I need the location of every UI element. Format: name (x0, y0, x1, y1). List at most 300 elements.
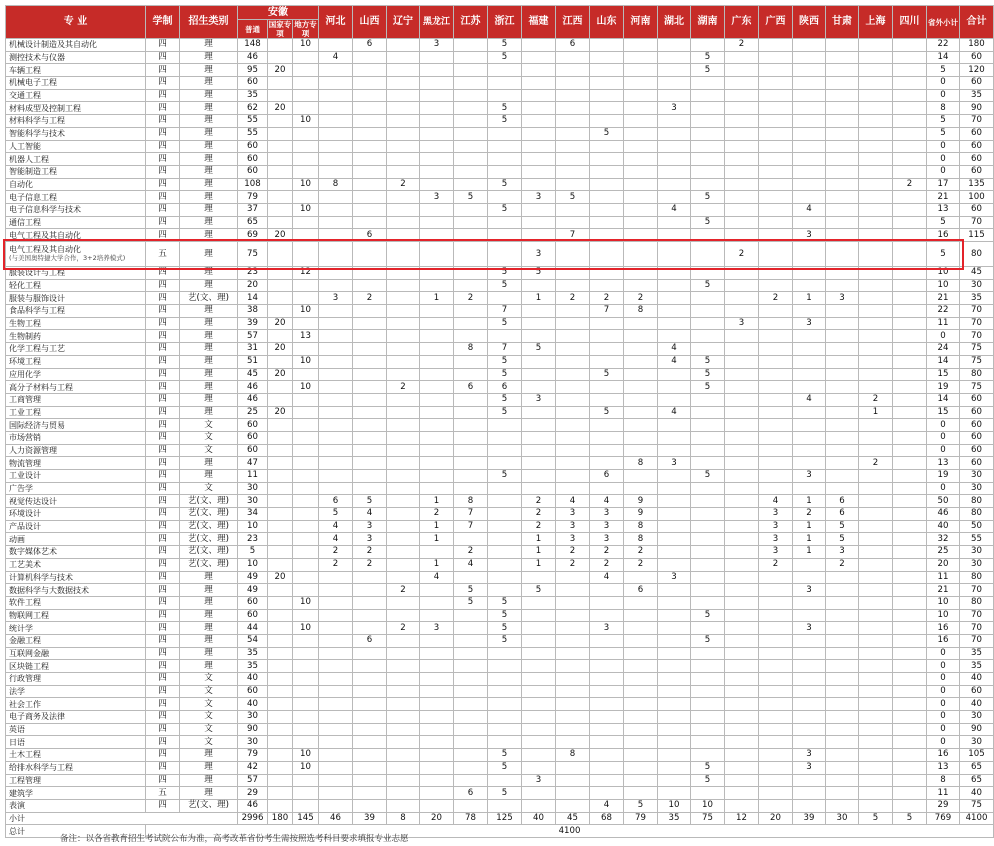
data-cell (691, 546, 725, 559)
data-cell (319, 609, 353, 622)
data-cell (624, 140, 658, 153)
table-row (6, 39, 994, 52)
data-cell (725, 77, 759, 90)
data-cell (488, 546, 522, 559)
data-cell: 理 (180, 406, 238, 419)
data-cell (293, 368, 319, 381)
data-cell (759, 774, 793, 787)
data-cell (556, 216, 590, 229)
data-cell (420, 330, 454, 343)
data-cell: 69 (238, 229, 268, 242)
data-cell: 60 (960, 406, 994, 419)
data-cell (590, 115, 624, 128)
header-province-hunan: 湖南 (691, 6, 725, 39)
data-cell (893, 634, 927, 647)
data-cell (420, 444, 454, 457)
data-cell: 5 (488, 267, 522, 280)
table-row (6, 153, 994, 166)
subtotal-cell: 30 (826, 812, 859, 825)
header-province-henan: 河南 (624, 6, 658, 39)
data-cell (590, 267, 624, 280)
data-cell (859, 444, 893, 457)
data-cell (691, 89, 725, 102)
data-cell (556, 127, 590, 140)
data-cell: 理 (180, 203, 238, 216)
data-cell: 13 (927, 761, 960, 774)
data-cell (893, 749, 927, 762)
data-cell (893, 609, 927, 622)
data-cell (268, 279, 293, 292)
table-row (6, 457, 994, 470)
data-cell (725, 444, 759, 457)
data-cell (658, 292, 691, 305)
data-cell (268, 203, 293, 216)
data-cell: 四 (146, 584, 180, 597)
data-cell (624, 609, 658, 622)
data-cell: 22 (927, 305, 960, 318)
major-name-cell: 建筑学 (6, 787, 146, 800)
data-cell (268, 77, 293, 90)
data-cell: 四 (146, 774, 180, 787)
data-cell (353, 115, 387, 128)
major-name-cell: 机械电子工程 (6, 77, 146, 90)
data-cell (893, 520, 927, 533)
data-cell (488, 431, 522, 444)
table-row (6, 787, 994, 800)
data-cell: 2 (759, 558, 793, 571)
data-cell: 10 (293, 355, 319, 368)
data-cell (658, 495, 691, 508)
data-cell (691, 444, 725, 457)
data-cell: 70 (960, 305, 994, 318)
data-cell (590, 609, 624, 622)
data-cell (454, 723, 488, 736)
data-cell (522, 647, 556, 660)
data-cell (293, 292, 319, 305)
data-cell (759, 482, 793, 495)
data-cell (293, 571, 319, 584)
data-cell (293, 140, 319, 153)
data-cell (319, 77, 353, 90)
table-row (6, 419, 994, 432)
data-cell (826, 698, 859, 711)
data-cell (624, 203, 658, 216)
data-cell: 70 (960, 622, 994, 635)
data-cell: 20 (927, 558, 960, 571)
data-cell: 3 (590, 508, 624, 521)
data-cell (522, 165, 556, 178)
data-cell (387, 127, 420, 140)
data-cell (556, 368, 590, 381)
data-cell: 1 (420, 292, 454, 305)
data-cell (293, 660, 319, 673)
data-cell: 3 (759, 533, 793, 546)
data-cell (387, 64, 420, 77)
data-cell (725, 89, 759, 102)
data-cell: 2 (387, 178, 420, 191)
data-cell (590, 673, 624, 686)
data-cell (522, 596, 556, 609)
data-cell (319, 115, 353, 128)
data-cell (454, 609, 488, 622)
data-cell (658, 584, 691, 597)
data-cell (590, 749, 624, 762)
data-cell: 四 (146, 381, 180, 394)
data-cell (759, 89, 793, 102)
data-cell: 11 (238, 470, 268, 483)
data-cell (893, 203, 927, 216)
data-cell (454, 736, 488, 749)
data-cell (893, 799, 927, 812)
data-cell: 2 (624, 292, 658, 305)
data-cell (488, 673, 522, 686)
data-cell (859, 609, 893, 622)
data-cell (488, 508, 522, 521)
data-cell: 8 (927, 102, 960, 115)
data-cell (556, 584, 590, 597)
data-cell (759, 457, 793, 470)
data-cell (420, 77, 454, 90)
data-cell (759, 609, 793, 622)
data-cell (658, 673, 691, 686)
data-cell (859, 343, 893, 356)
data-cell: 四 (146, 736, 180, 749)
data-cell: 艺(文、理) (180, 520, 238, 533)
data-cell (353, 660, 387, 673)
data-cell (454, 634, 488, 647)
data-cell (522, 317, 556, 330)
data-cell (793, 482, 826, 495)
data-cell (725, 115, 759, 128)
data-cell: 30 (960, 279, 994, 292)
data-cell (725, 393, 759, 406)
data-cell: 60 (238, 153, 268, 166)
data-cell (759, 203, 793, 216)
data-cell: 0 (927, 647, 960, 660)
data-cell (268, 799, 293, 812)
data-cell (826, 89, 859, 102)
table-row (6, 609, 994, 622)
data-cell: 37 (238, 203, 268, 216)
data-cell (826, 444, 859, 457)
data-cell: 8 (556, 749, 590, 762)
data-cell: 理 (180, 279, 238, 292)
data-cell (658, 39, 691, 52)
data-cell: 5 (691, 381, 725, 394)
data-cell: 4 (658, 343, 691, 356)
data-cell (725, 330, 759, 343)
data-cell (522, 127, 556, 140)
data-cell (454, 89, 488, 102)
data-cell (658, 736, 691, 749)
data-cell (488, 799, 522, 812)
data-cell: 65 (960, 761, 994, 774)
data-cell (893, 343, 927, 356)
data-cell (658, 482, 691, 495)
data-cell: 30 (960, 711, 994, 724)
major-name-cell: 化学工程与工艺 (6, 343, 146, 356)
data-cell: 39 (238, 317, 268, 330)
major-name-cell: 物流管理 (6, 457, 146, 470)
data-cell (759, 381, 793, 394)
data-cell (420, 761, 454, 774)
data-cell (826, 39, 859, 52)
data-cell: 60 (960, 457, 994, 470)
data-cell (454, 393, 488, 406)
data-cell (725, 153, 759, 166)
data-cell: 0 (927, 685, 960, 698)
data-cell (420, 673, 454, 686)
data-cell: 5 (691, 355, 725, 368)
data-cell: 理 (180, 191, 238, 204)
data-cell (353, 761, 387, 774)
data-cell (893, 330, 927, 343)
data-cell: 3 (759, 520, 793, 533)
data-cell (893, 368, 927, 381)
data-cell: 5 (454, 596, 488, 609)
data-cell: 0 (927, 89, 960, 102)
data-cell (759, 787, 793, 800)
data-cell: 20 (268, 229, 293, 242)
data-cell (454, 153, 488, 166)
data-cell (658, 242, 691, 267)
data-cell (454, 673, 488, 686)
data-cell: 理 (180, 317, 238, 330)
data-cell: 5 (319, 508, 353, 521)
data-cell (387, 799, 420, 812)
data-cell (624, 127, 658, 140)
major-name-cell: 服装与服饰设计 (6, 292, 146, 305)
data-cell: 60 (238, 685, 268, 698)
major-name-cell: 电子商务及法律 (6, 711, 146, 724)
data-cell: 5 (691, 634, 725, 647)
data-cell (353, 267, 387, 280)
data-cell (353, 774, 387, 787)
data-cell: 30 (960, 482, 994, 495)
data-cell: 14 (927, 355, 960, 368)
data-cell (826, 774, 859, 787)
data-cell (268, 520, 293, 533)
data-cell: 四 (146, 279, 180, 292)
table-body (6, 39, 994, 813)
data-cell: 5 (488, 609, 522, 622)
data-cell: 5 (927, 127, 960, 140)
subtotal-cell: 68 (590, 812, 624, 825)
data-cell (556, 444, 590, 457)
data-cell: 11 (927, 317, 960, 330)
data-cell (387, 444, 420, 457)
data-cell (420, 546, 454, 559)
header-province-hubei: 湖北 (658, 6, 691, 39)
subtotal-cell: 39 (353, 812, 387, 825)
data-cell: 100 (960, 191, 994, 204)
data-cell (826, 419, 859, 432)
data-cell (268, 355, 293, 368)
data-cell (893, 546, 927, 559)
data-cell: 文 (180, 444, 238, 457)
data-cell (725, 596, 759, 609)
data-cell: 22 (927, 39, 960, 52)
data-cell: 90 (960, 723, 994, 736)
data-cell (893, 698, 927, 711)
data-cell (454, 711, 488, 724)
data-cell: 60 (960, 51, 994, 64)
data-cell (691, 203, 725, 216)
data-cell (556, 634, 590, 647)
data-cell (268, 178, 293, 191)
data-cell: 6 (353, 39, 387, 52)
data-cell (759, 647, 793, 660)
data-cell (893, 115, 927, 128)
data-cell (268, 634, 293, 647)
data-cell: 21 (927, 191, 960, 204)
header-province-liaoning: 辽宁 (387, 6, 420, 39)
data-cell: 35 (960, 660, 994, 673)
data-cell (759, 419, 793, 432)
data-cell (859, 127, 893, 140)
data-cell: 0 (927, 431, 960, 444)
data-cell (293, 584, 319, 597)
data-cell (454, 242, 488, 267)
data-cell: 20 (238, 279, 268, 292)
data-cell (859, 267, 893, 280)
data-cell (658, 660, 691, 673)
data-cell (624, 51, 658, 64)
data-cell (859, 292, 893, 305)
data-cell (658, 508, 691, 521)
data-cell (893, 279, 927, 292)
data-cell (725, 749, 759, 762)
data-cell: 理 (180, 305, 238, 318)
major-name-cell: 英语 (6, 723, 146, 736)
data-cell (387, 216, 420, 229)
data-cell (387, 482, 420, 495)
data-cell: 60 (960, 419, 994, 432)
data-cell (691, 711, 725, 724)
data-cell (859, 774, 893, 787)
data-cell (893, 622, 927, 635)
data-cell (522, 102, 556, 115)
table-row (6, 749, 994, 762)
data-cell: 10 (293, 203, 319, 216)
data-cell (353, 355, 387, 368)
data-cell (522, 660, 556, 673)
data-cell (556, 279, 590, 292)
major-name-cell: 广告学 (6, 482, 146, 495)
data-cell: 3 (759, 546, 793, 559)
data-cell: 3 (522, 191, 556, 204)
table-row (6, 406, 994, 419)
data-cell (725, 571, 759, 584)
data-cell: 20 (268, 343, 293, 356)
data-cell (353, 698, 387, 711)
data-cell: 70 (960, 330, 994, 343)
data-cell (826, 330, 859, 343)
data-cell (759, 444, 793, 457)
data-cell (826, 431, 859, 444)
data-cell (658, 444, 691, 457)
data-cell (293, 444, 319, 457)
major-name-cell: 视觉传达设计 (6, 495, 146, 508)
data-cell (859, 419, 893, 432)
data-cell: 5 (691, 368, 725, 381)
data-cell (826, 355, 859, 368)
data-cell (859, 736, 893, 749)
data-cell: 16 (927, 749, 960, 762)
data-cell: 理 (180, 457, 238, 470)
data-cell (319, 634, 353, 647)
data-cell (522, 749, 556, 762)
data-cell (859, 698, 893, 711)
data-cell (319, 584, 353, 597)
data-cell: 0 (927, 723, 960, 736)
data-cell: 5 (488, 39, 522, 52)
data-cell (293, 723, 319, 736)
data-cell (420, 140, 454, 153)
data-cell (893, 482, 927, 495)
data-cell: 62 (238, 102, 268, 115)
data-cell (387, 711, 420, 724)
data-cell (387, 279, 420, 292)
data-cell (893, 558, 927, 571)
data-cell (556, 647, 590, 660)
data-cell: 40 (238, 698, 268, 711)
table-row (6, 77, 994, 90)
subtotal-cell: 20 (759, 812, 793, 825)
data-cell (319, 203, 353, 216)
data-cell (454, 64, 488, 77)
header-province-guangxi: 广西 (759, 6, 793, 39)
data-cell: 2 (590, 292, 624, 305)
data-cell (556, 381, 590, 394)
data-cell (590, 660, 624, 673)
data-cell: 5 (691, 216, 725, 229)
data-cell (556, 102, 590, 115)
data-cell: 5 (488, 115, 522, 128)
data-cell: 四 (146, 711, 180, 724)
data-cell (624, 419, 658, 432)
subtotal-cell: 769 (927, 812, 960, 825)
data-cell: 75 (960, 355, 994, 368)
data-cell (793, 698, 826, 711)
data-cell: 3 (826, 292, 859, 305)
data-cell: 65 (960, 774, 994, 787)
major-name-cell: 给排水科学与工程 (6, 761, 146, 774)
major-name-cell: 智能科学与技术 (6, 127, 146, 140)
data-cell: 40 (960, 673, 994, 686)
data-cell (725, 774, 759, 787)
data-cell (387, 330, 420, 343)
data-cell (725, 482, 759, 495)
data-cell: 四 (146, 799, 180, 812)
major-name-cell: 计算机科学与技术 (6, 571, 146, 584)
data-cell (454, 51, 488, 64)
data-cell: 理 (180, 140, 238, 153)
data-cell (590, 191, 624, 204)
data-cell: 46 (238, 393, 268, 406)
data-cell: 四 (146, 508, 180, 521)
data-cell (319, 711, 353, 724)
data-cell: 1 (859, 406, 893, 419)
data-cell (725, 520, 759, 533)
data-cell (268, 495, 293, 508)
data-cell (454, 330, 488, 343)
data-cell (387, 673, 420, 686)
data-cell (624, 470, 658, 483)
data-cell: 10 (293, 178, 319, 191)
data-cell: 理 (180, 89, 238, 102)
data-cell: 5 (927, 216, 960, 229)
